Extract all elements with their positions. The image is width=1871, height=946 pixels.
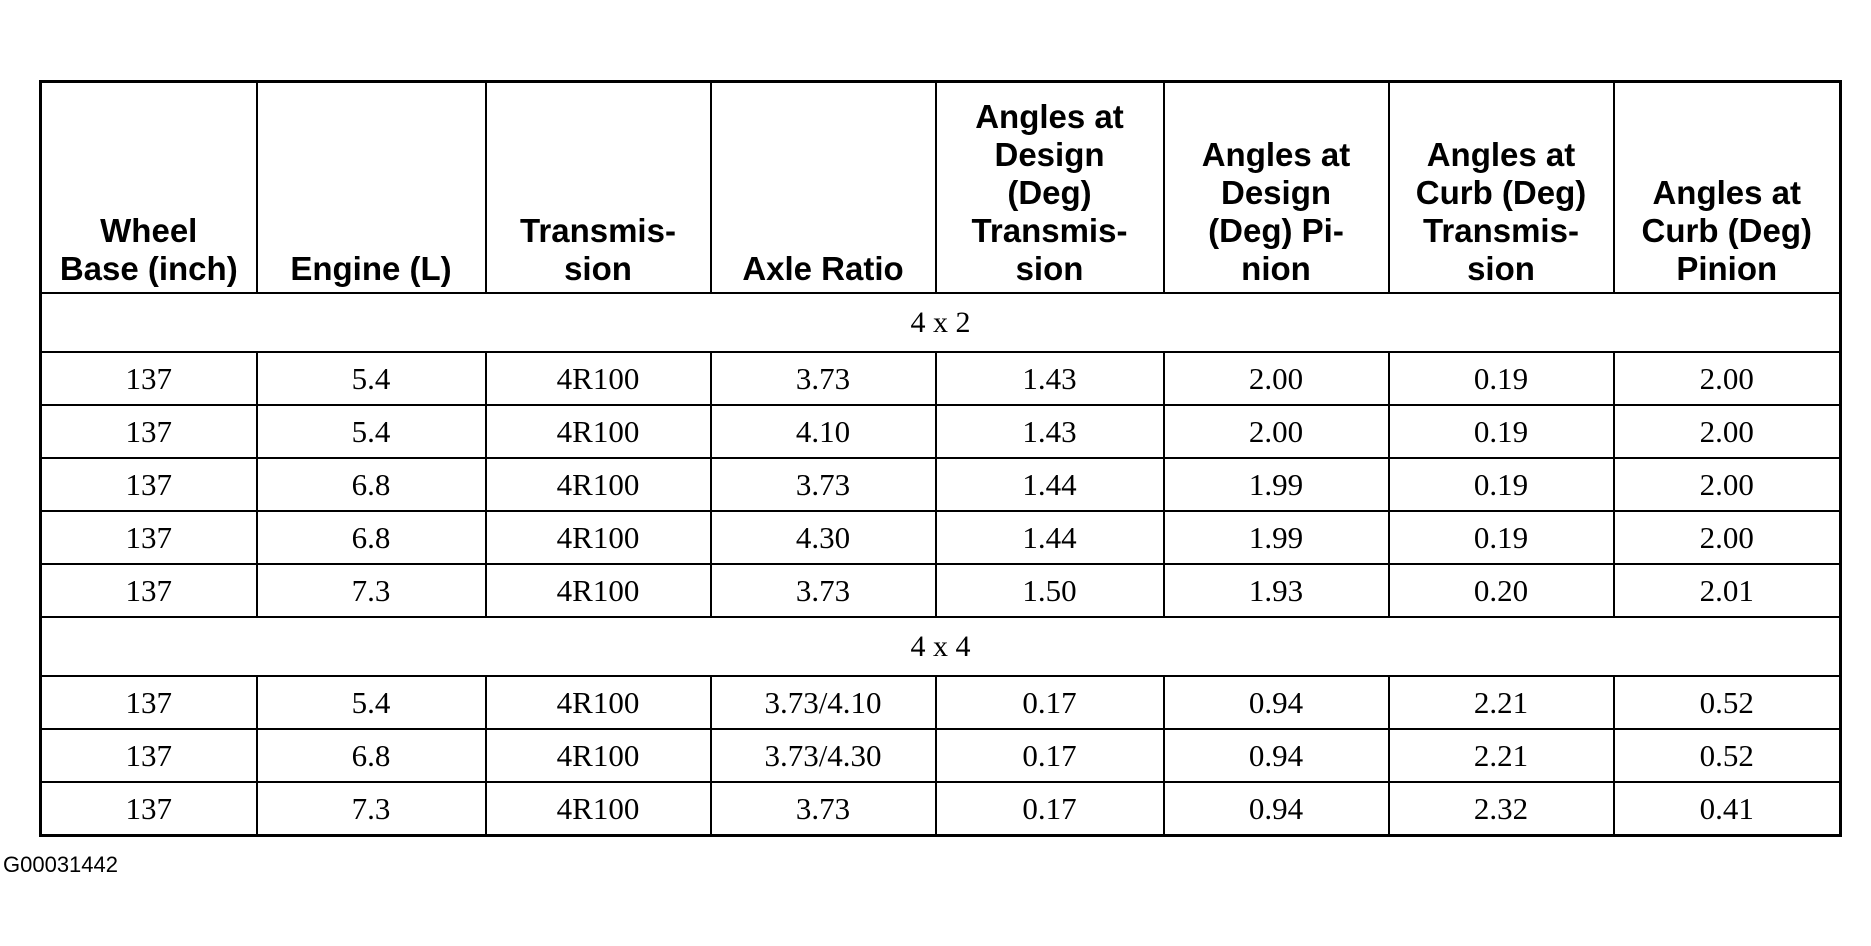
table-row [41, 511, 1841, 564]
cell-design-pinion-angle: 0.94 [1164, 729, 1389, 782]
cell-transmission: 4R100 [486, 405, 711, 458]
cell-design-transmission-angle: 1.43 [936, 405, 1164, 458]
cell-wheel-base: 137 [41, 405, 257, 458]
cell-axle-ratio: 3.73/4.10 [711, 676, 936, 729]
cell-design-transmission-angle: 1.44 [936, 458, 1164, 511]
cell-transmission: 4R100 [486, 458, 711, 511]
cell-curb-pinion-angle: 0.52 [1614, 676, 1841, 729]
cell-axle-ratio: 4.10 [711, 405, 936, 458]
cell-wheel-base: 137 [41, 729, 257, 782]
cell-engine: 6.8 [257, 511, 486, 564]
cell-wheel-base: 137 [41, 676, 257, 729]
cell-curb-pinion-angle: 2.00 [1614, 352, 1841, 405]
table-row [41, 458, 1841, 511]
header-transmission: Transmis- sion [486, 82, 711, 294]
header-wheel-base: Wheel Base (inch) [41, 82, 257, 294]
cell-curb-transmission-angle: 2.21 [1389, 729, 1614, 782]
cell-design-pinion-angle: 1.99 [1164, 511, 1389, 564]
figure-id: G00031442 [3, 852, 118, 877]
cell-curb-transmission-angle: 2.21 [1389, 676, 1614, 729]
cell-curb-transmission-angle: 0.19 [1389, 511, 1614, 564]
header-row [41, 82, 1841, 294]
group-row-4x2 [41, 293, 1841, 352]
cell-curb-pinion-angle: 2.00 [1614, 511, 1841, 564]
cell-design-pinion-angle: 2.00 [1164, 352, 1389, 405]
cell-curb-pinion-angle: 2.01 [1614, 564, 1841, 617]
cell-axle-ratio: 3.73 [711, 564, 936, 617]
group-row-4x4 [41, 617, 1841, 676]
header-design-pinion-angle: Angles at Design (Deg) Pi- nion [1164, 82, 1389, 294]
cell-curb-pinion-angle: 0.52 [1614, 729, 1841, 782]
cell-engine: 6.8 [257, 458, 486, 511]
cell-engine: 5.4 [257, 352, 486, 405]
cell-engine: 5.4 [257, 405, 486, 458]
cell-design-transmission-angle: 1.44 [936, 511, 1164, 564]
table-row [41, 352, 1841, 405]
cell-wheel-base: 137 [41, 458, 257, 511]
table-row [41, 676, 1841, 729]
table-row [41, 782, 1841, 836]
cell-axle-ratio: 3.73 [711, 782, 936, 836]
cell-engine: 6.8 [257, 729, 486, 782]
cell-design-transmission-angle: 0.17 [936, 676, 1164, 729]
cell-curb-transmission-angle: 0.19 [1389, 352, 1614, 405]
header-design-transmission-angle: Angles at Design (Deg) Transmis- sion [936, 82, 1164, 294]
cell-curb-transmission-angle: 2.32 [1389, 782, 1614, 836]
cell-curb-pinion-angle: 2.00 [1614, 405, 1841, 458]
cell-curb-pinion-angle: 0.41 [1614, 782, 1841, 836]
cell-design-transmission-angle: 0.17 [936, 782, 1164, 836]
cell-transmission: 4R100 [486, 676, 711, 729]
cell-design-transmission-angle: 1.43 [936, 352, 1164, 405]
cell-design-pinion-angle: 2.00 [1164, 405, 1389, 458]
cell-design-pinion-angle: 0.94 [1164, 676, 1389, 729]
cell-curb-pinion-angle: 2.00 [1614, 458, 1841, 511]
cell-design-transmission-angle: 1.50 [936, 564, 1164, 617]
header-axle-ratio: Axle Ratio [711, 82, 936, 294]
cell-engine: 7.3 [257, 564, 486, 617]
header-engine: Engine (L) [257, 82, 486, 294]
cell-curb-transmission-angle: 0.20 [1389, 564, 1614, 617]
cell-curb-transmission-angle: 0.19 [1389, 458, 1614, 511]
cell-axle-ratio: 3.73/4.30 [711, 729, 936, 782]
cell-engine: 5.4 [257, 676, 486, 729]
table-row [41, 564, 1841, 617]
cell-axle-ratio: 3.73 [711, 458, 936, 511]
cell-wheel-base: 137 [41, 782, 257, 836]
cell-transmission: 4R100 [486, 729, 711, 782]
header-curb-pinion-angle: Angles at Curb (Deg) Pinion [1614, 82, 1841, 294]
group-label: 4 x 2 [41, 293, 1841, 352]
cell-transmission: 4R100 [486, 564, 711, 617]
table-row [41, 405, 1841, 458]
cell-design-pinion-angle: 1.99 [1164, 458, 1389, 511]
group-label: 4 x 4 [41, 617, 1841, 676]
cell-axle-ratio: 4.30 [711, 511, 936, 564]
cell-wheel-base: 137 [41, 564, 257, 617]
table-row [41, 729, 1841, 782]
cell-wheel-base: 137 [41, 511, 257, 564]
cell-transmission: 4R100 [486, 782, 711, 836]
cell-design-pinion-angle: 1.93 [1164, 564, 1389, 617]
driveline-angle-table-container [39, 80, 1839, 833]
header-curb-transmission-angle: Angles at Curb (Deg) Transmis- sion [1389, 82, 1614, 294]
cell-design-pinion-angle: 0.94 [1164, 782, 1389, 836]
cell-design-transmission-angle: 0.17 [936, 729, 1164, 782]
cell-transmission: 4R100 [486, 352, 711, 405]
cell-transmission: 4R100 [486, 511, 711, 564]
driveline-angle-table [39, 80, 1842, 837]
cell-curb-transmission-angle: 0.19 [1389, 405, 1614, 458]
cell-wheel-base: 137 [41, 352, 257, 405]
cell-axle-ratio: 3.73 [711, 352, 936, 405]
cell-engine: 7.3 [257, 782, 486, 836]
